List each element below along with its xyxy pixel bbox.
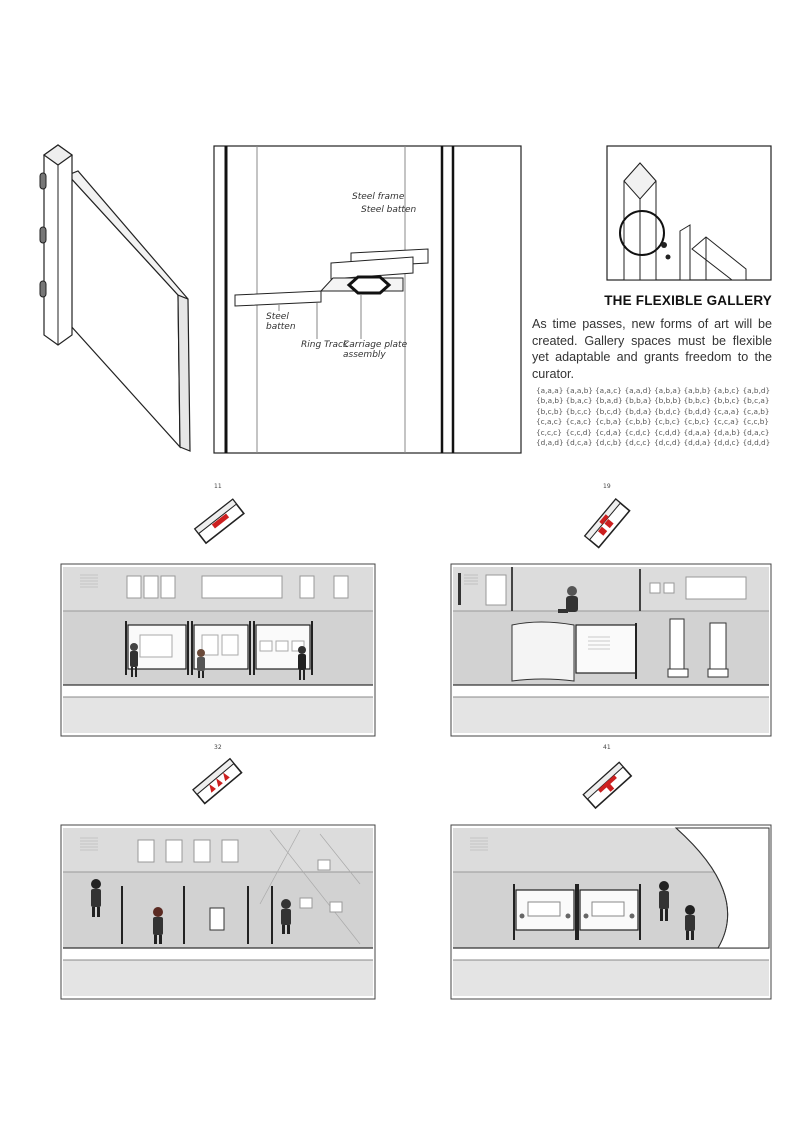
combination-item: {b,d,a} bbox=[624, 406, 653, 416]
hinge bbox=[40, 281, 46, 297]
combination-item: {b,c,d} bbox=[595, 406, 623, 416]
combination-item: {a,a,c} bbox=[595, 386, 622, 395]
combination-item: {b,b,a} bbox=[624, 396, 653, 406]
combination-item: {b,b,c} bbox=[713, 396, 741, 406]
combination-item: {b,d,d} bbox=[683, 406, 712, 416]
combination-item: {c,a,c} bbox=[565, 417, 592, 427]
combination-item: {d,c,d} bbox=[654, 437, 682, 447]
combination-item: {a,b,c} bbox=[713, 386, 741, 395]
combination-grid bbox=[536, 386, 772, 447]
combination-item: {b,a,b} bbox=[536, 396, 564, 406]
scene-number: 11 bbox=[214, 483, 222, 490]
combination-item: {d,a,a} bbox=[683, 427, 711, 437]
combination-item: {c,d,a} bbox=[595, 427, 623, 437]
combination-item: {d,c,b} bbox=[595, 437, 623, 447]
scene-number: 32 bbox=[214, 744, 222, 751]
carriage-hexagon bbox=[349, 277, 389, 293]
combination-item: {d,a,d} bbox=[536, 437, 564, 447]
combination-item: {c,b,c} bbox=[683, 417, 711, 427]
combination-item: {c,a,c} bbox=[536, 417, 563, 427]
combination-item: {b,b,b} bbox=[654, 396, 682, 406]
combination-item: {c,c,c} bbox=[536, 427, 562, 437]
label-ring-track: Ring Track bbox=[301, 340, 349, 350]
combination-item: {a,b,b} bbox=[683, 386, 712, 395]
combination-item: {b,c,c} bbox=[565, 406, 593, 416]
label-steel-frame: Steel frame bbox=[352, 192, 405, 202]
section-title: THE FLEXIBLE GALLERY bbox=[604, 293, 772, 308]
hinge bbox=[40, 173, 46, 189]
combination-item: {d,d,a} bbox=[683, 437, 712, 447]
scene-4-icon bbox=[578, 756, 638, 816]
combination-item: {c,b,b} bbox=[624, 417, 652, 427]
scene-4-gallery bbox=[450, 824, 772, 1000]
combination-item: {b,a,c} bbox=[565, 396, 593, 406]
combination-item: {a,a,d} bbox=[624, 386, 652, 395]
combination-item: {a,a,b} bbox=[565, 386, 593, 395]
combination-item: {c,c,b} bbox=[742, 417, 770, 427]
scene-number: 19 bbox=[603, 483, 611, 490]
combination-item: {d,d,c} bbox=[713, 437, 741, 447]
combination-item: {d,a,b} bbox=[713, 427, 741, 437]
combination-item: {c,d,c} bbox=[624, 427, 652, 437]
combination-item: {d,c,c} bbox=[624, 437, 652, 447]
combination-item: {c,a,b} bbox=[742, 406, 770, 416]
hinge-closeup-drawing bbox=[606, 145, 772, 281]
scene-2-icon bbox=[578, 494, 638, 554]
combination-item: {d,c,a} bbox=[565, 437, 593, 447]
scene-number: 41 bbox=[603, 744, 611, 751]
combination-item: {a,a,a} bbox=[536, 386, 564, 395]
combination-item: {c,c,d} bbox=[565, 427, 593, 437]
label-steel-batten-top: Steel batten bbox=[361, 205, 417, 215]
scene-3-icon bbox=[188, 752, 248, 812]
combination-item: {c,c,a} bbox=[713, 417, 740, 427]
combination-item: {c,b,a} bbox=[595, 417, 623, 427]
combination-item: {a,b,a} bbox=[654, 386, 682, 395]
combination-item: {b,c,b} bbox=[536, 406, 564, 416]
combination-item: {c,a,a} bbox=[713, 406, 740, 416]
combination-item: {c,d,d} bbox=[654, 427, 682, 437]
combination-item: {d,a,c} bbox=[742, 427, 770, 437]
combination-item: {b,d,c} bbox=[654, 406, 682, 416]
scene-1-icon bbox=[190, 492, 250, 552]
combination-item: {d,d,d} bbox=[742, 437, 771, 447]
scene-2-gallery bbox=[450, 563, 772, 737]
section-paragraph: As time passes, new forms of art will be created. Gallery spaces must be flexible yet adaptable and grants freedom to the curator. bbox=[532, 317, 772, 381]
hinge bbox=[40, 227, 46, 243]
pivot-panel-drawing bbox=[30, 135, 210, 455]
combination-item: {b,c,a} bbox=[742, 396, 770, 406]
label-steel-batten-bottom: Steel batten bbox=[266, 312, 296, 333]
combination-item: {b,a,d} bbox=[595, 396, 623, 406]
panel-edge bbox=[178, 295, 190, 451]
combination-item: {a,b,d} bbox=[742, 386, 771, 395]
combination-item: {b,b,c} bbox=[683, 396, 711, 406]
scene-3-gallery bbox=[60, 824, 376, 1000]
scene-1-gallery bbox=[60, 563, 376, 737]
combination-item: {c,b,c} bbox=[654, 417, 681, 427]
panel-face bbox=[68, 175, 180, 447]
label-carriage-plate: Carriage plate assembly bbox=[343, 340, 408, 361]
